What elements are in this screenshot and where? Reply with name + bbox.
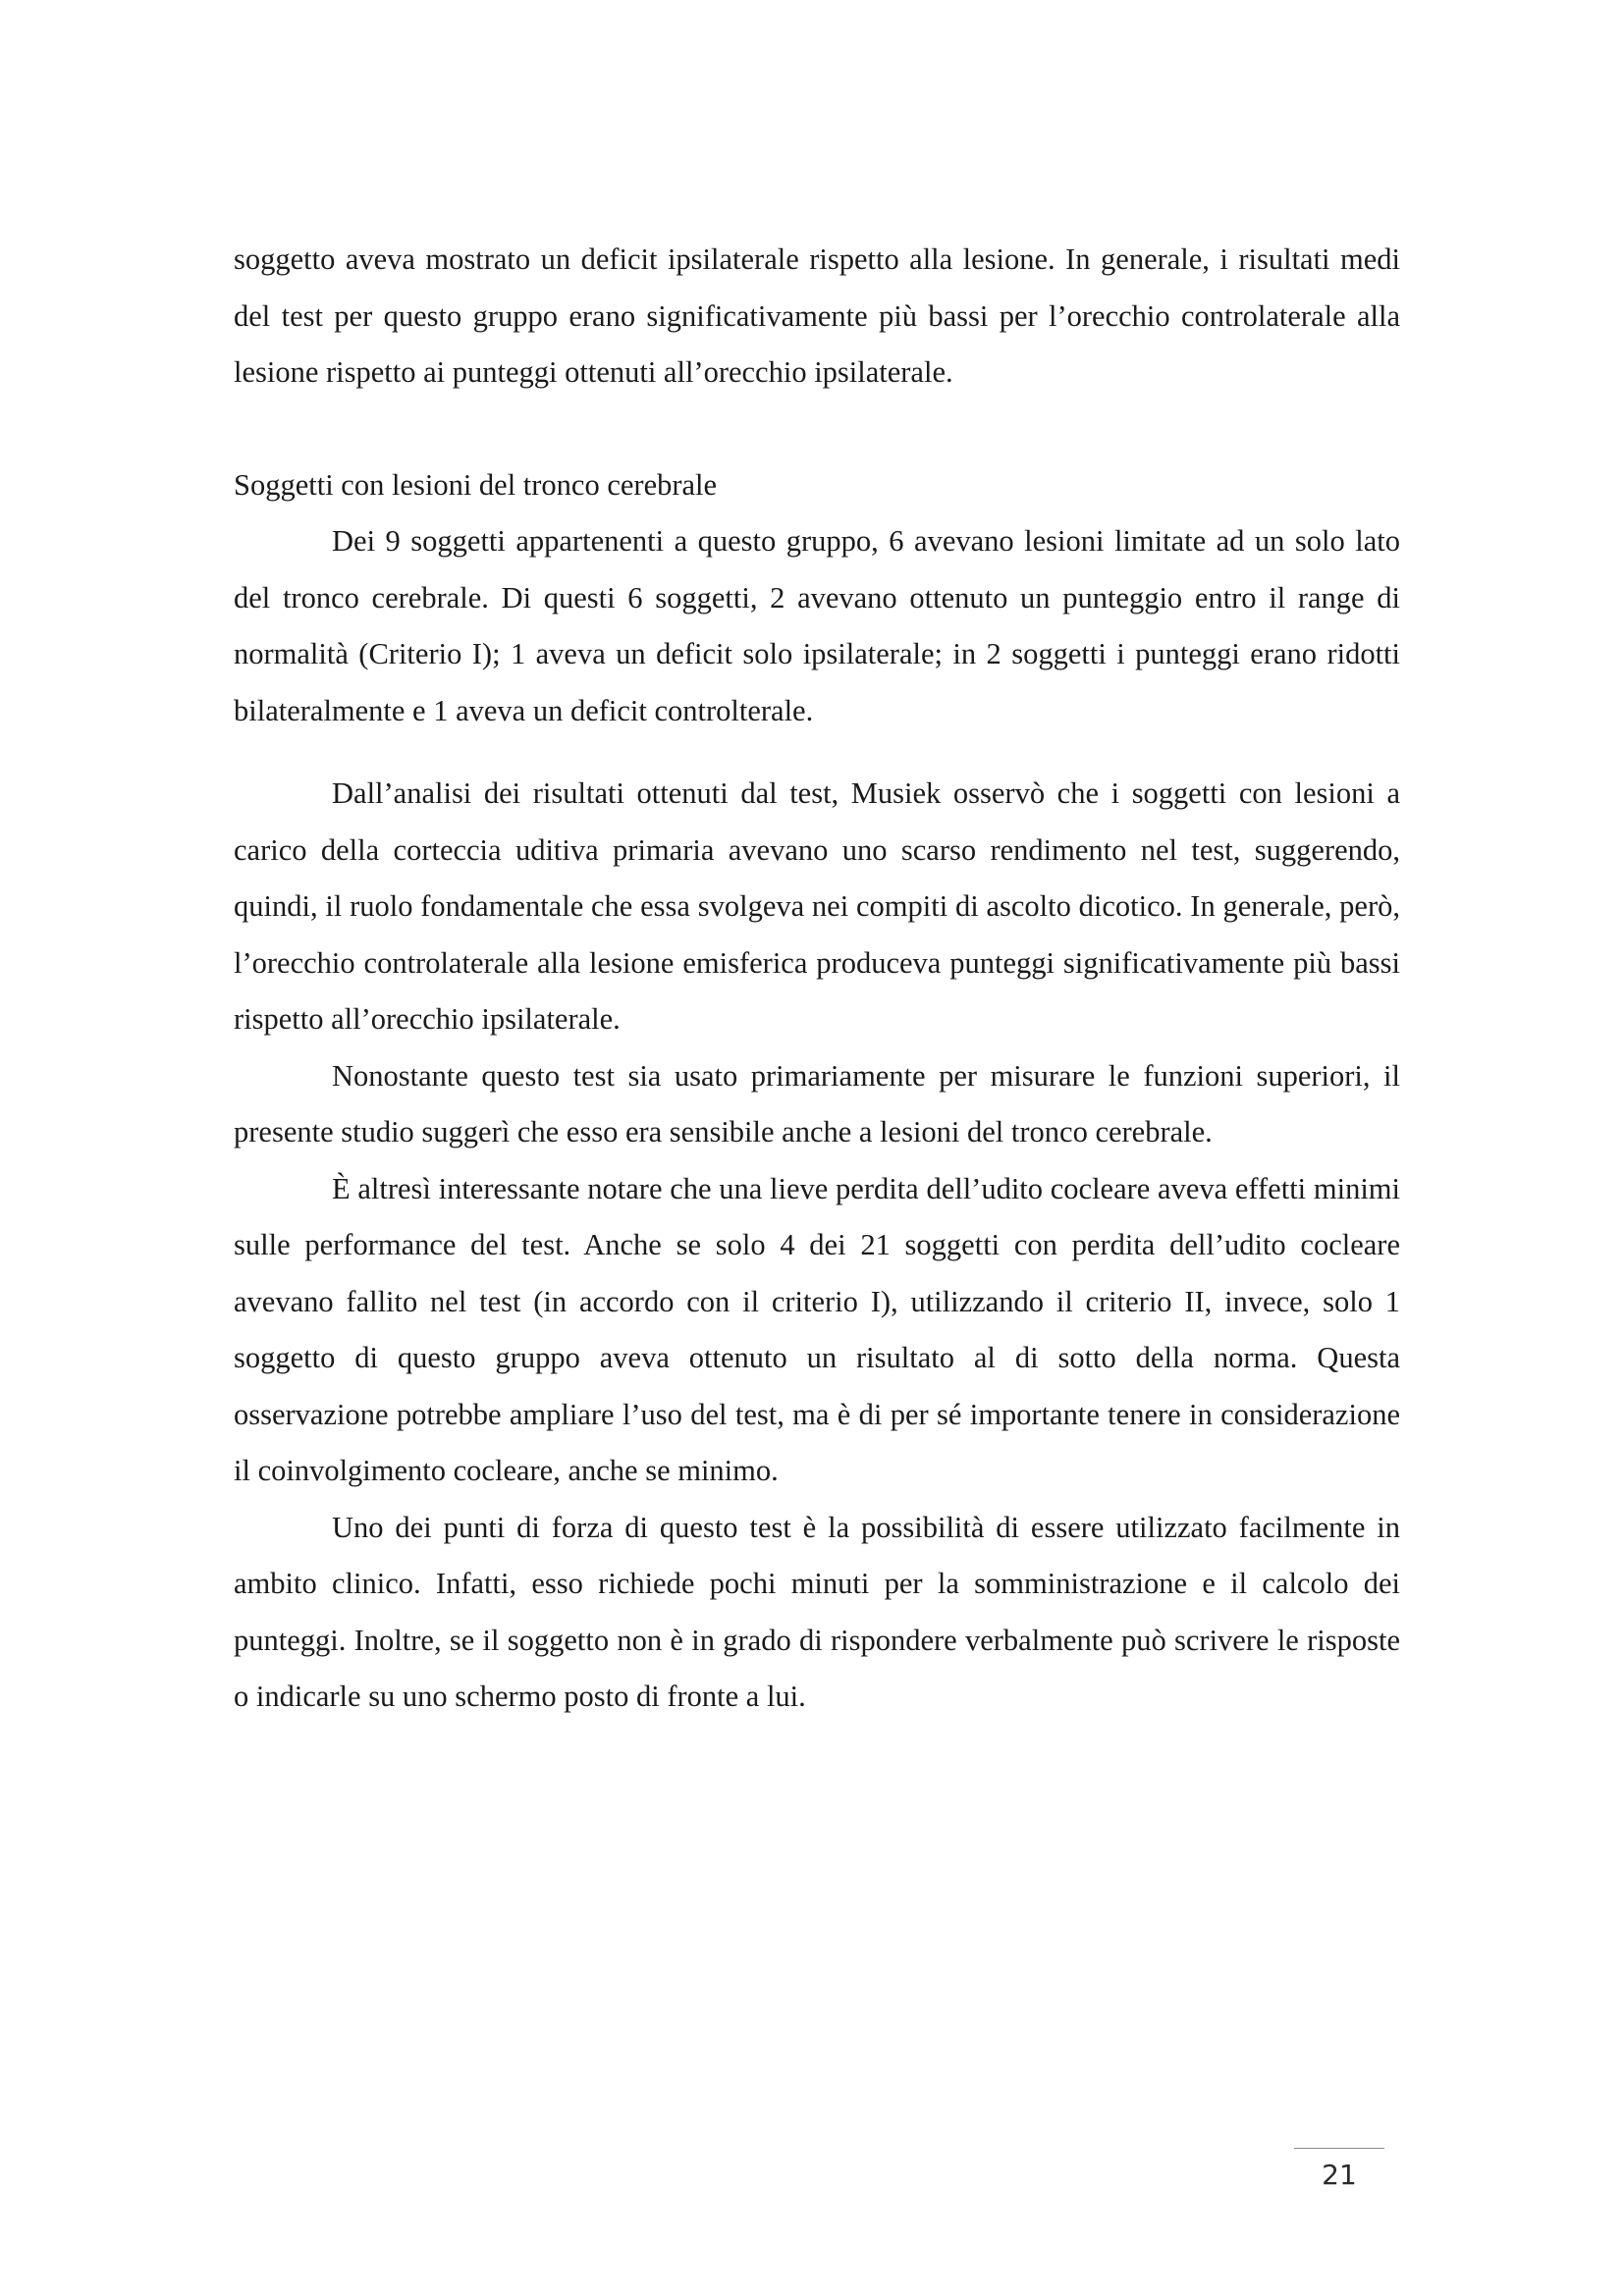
paragraph: Dall’analisi dei risultati ottenuti dal test, Musiek osservò che i soggetti con lesioni a carico della corteccia uditiva primaria avevano uno scarso rendimento nel test, suggerendo, quindi, il ruolo fondamentale che essa svolgeva nei compiti di ascolto dicotico. In generale, però, l’orecchio controlaterale alla lesione emisferica produceva punteggi significativamente più bassi rispetto all’orecchio ipsilaterale. <box>234 776 1400 1036</box>
paragraph: È altresì interessante notare che una lieve perdita dell’udito cocleare aveva effetti minimi sulle performance del test. Anche se solo 4 dei 21 soggetti con perdita dell’udito cocleare avevano fallito nel test (in accordo con il criterio I), utilizzando il criterio II, invece, solo 1 soggetto di questo gruppo aveva ottenuto un risultato al di sotto della norma. Questa osservazione potrebbe ampliare l’uso del test, ma è di per sé importante tenere in considerazione il coinvolgimento cocleare, anche se minimo. <box>234 1171 1400 1487</box>
paragraph: Dei 9 soggetti appartenenti a questo gruppo, 6 avevano lesioni limitate ad un solo lato del tronco cerebrale. Di questi 6 soggetti, 2 avevano ottenuto un punteggio entro il range di normalità (Criterio I); 1 aveva un deficit solo ipsilaterale; in 2 soggetti i punteggi erano ridotti bilateralmente e 1 aveva un deficit controlterale. <box>234 524 1400 727</box>
section-heading: Soggetti con lesioni del tronco cerebrale <box>234 467 718 502</box>
page-number: 21 <box>1322 2159 1357 2191</box>
paragraph: Uno dei punti di forza di questo test è la possibilità di essere utilizzato facilmente in ambito clinico. Infatti, esso richiede pochi minuti per la somministrazione e il calcolo dei punteggi. Inoltre, se il soggetto non è in grado di rispondere verbalmente può scrivere le risposte o indicarle su uno schermo posto di fronte a lui. <box>234 1510 1400 1713</box>
paragraph: Nonostante questo test sia usato primariamente per misurare le funzioni superiori, il presente studio suggerì che esso era sensibile anche a lesioni del tronco cerebrale. <box>234 1058 1400 1148</box>
footer-divider <box>1294 2148 1384 2149</box>
paragraph-continued: soggetto aveva mostrato un deficit ipsilaterale rispetto alla lesione. In generale, i risultati medi del test per questo gruppo erano significativamente più bassi per l’orecchio controlaterale alla lesione rispetto ai punteggi ottenuti all’orecchio ipsilaterale. <box>234 242 1400 389</box>
page-body <box>234 232 1400 1726</box>
